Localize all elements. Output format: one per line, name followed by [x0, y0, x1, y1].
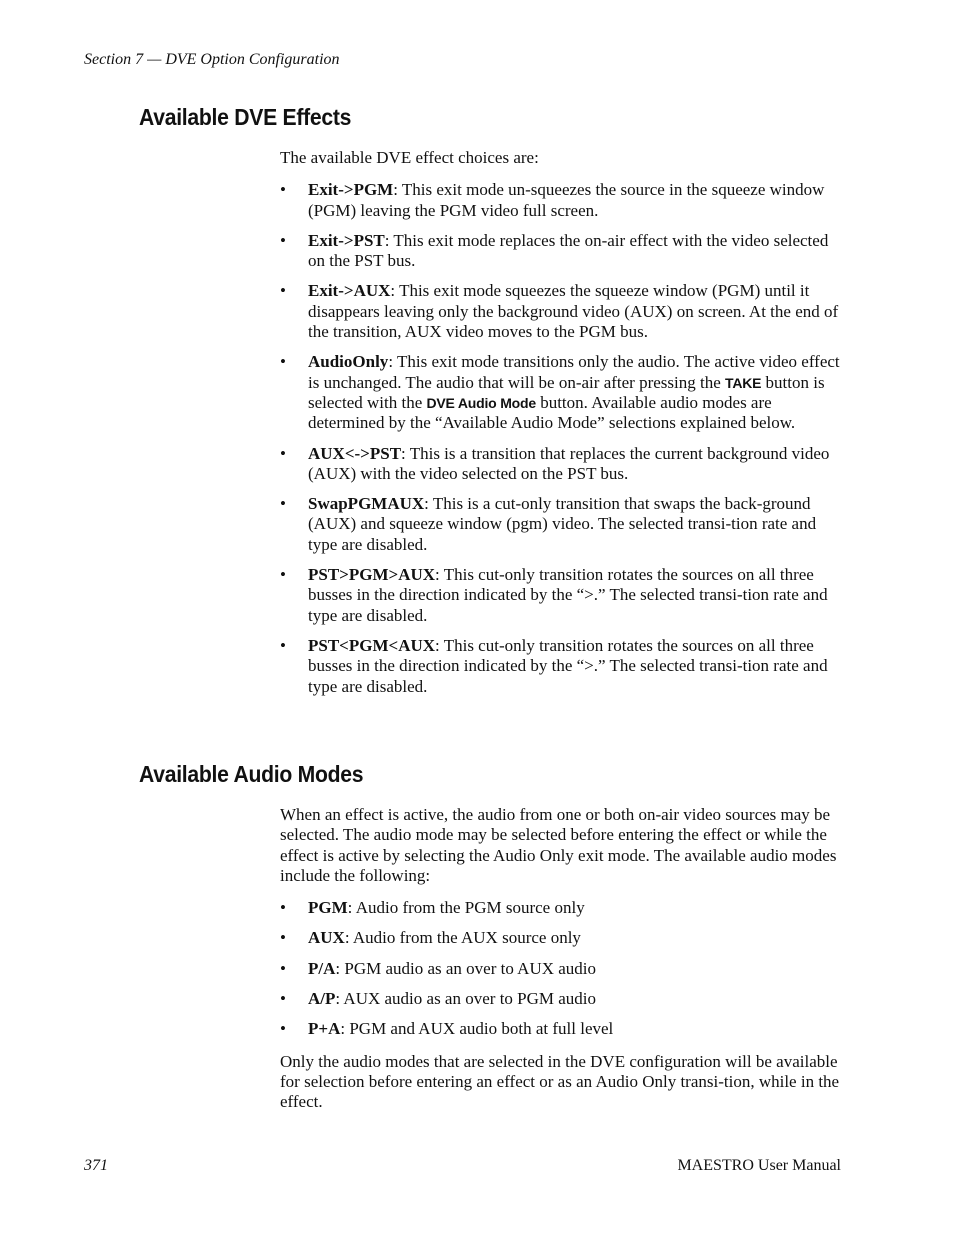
effect-description: : This exit mode un-squeezes the source in the squeeze window (PGM) leaving the PGM video full screen.: [308, 180, 825, 220]
effect-term: PST>PGM>AUX: [308, 565, 436, 585]
effect-description: button. Available audio modes are determined by the “Available Audio Mode” selections explained below.: [308, 392, 796, 433]
dve-audio-mode-button-label: DVE Audio Mode: [426, 394, 536, 411]
section-heading-dve-effects: Available DVE Effects: [139, 104, 352, 130]
effect-description: : This exit mode transitions only the audio. The active video effect is unchanged. The audio that will be on-air after pressing the: [308, 352, 840, 392]
audio-mode-description: : Audio from the PGM source only: [347, 898, 585, 918]
effect-description: : This exit mode squeezes the squeeze window (PGM) until it disappears leaving only the background video (AUX) on screen. At the end of the transition, AUX video moves to the PGM bus.: [308, 281, 839, 342]
effect-term: Exit->PST: [308, 230, 385, 250]
take-button-label: TAKE: [725, 374, 762, 391]
list-item: [280, 494, 844, 555]
list-item: [280, 231, 844, 272]
audio-modes-closing: Only the audio modes that are selected in the DVE configuration will be available for selection before entering an effect or as an Audio Only transi-tion, while in the effect.: [280, 1051, 840, 1112]
book-title: MAESTRO User Manual: [677, 1157, 841, 1174]
list-item: [280, 898, 844, 918]
list-item: [280, 352, 844, 433]
section-heading-audio-modes: Available Audio Modes: [139, 761, 364, 787]
audio-mode-description: : PGM and AUX audio both at full level: [340, 1019, 614, 1039]
audio-mode-term: AUX: [308, 928, 345, 948]
audio-mode-term: P/A: [308, 958, 336, 978]
effect-description: : This exit mode replaces the on-air effect with the video selected on the PST bus.: [308, 230, 829, 271]
list-item: [280, 928, 844, 948]
effect-term: Exit->AUX: [308, 281, 391, 301]
running-header: Section 7 — DVE Option Configuration: [84, 51, 340, 68]
list-item: [280, 636, 844, 697]
list-item: [280, 1019, 844, 1039]
list-item: [280, 281, 844, 342]
audio-mode-term: PGM: [308, 898, 348, 918]
effect-description: : This is a cut-only transition that swaps the back-ground (AUX) and squeeze window (pgm) video. The selected transi-tion rate and type are disabled.: [308, 494, 817, 554]
effect-term: AUX<->PST: [308, 443, 402, 463]
dve-effects-body: [280, 148, 844, 697]
effect-description: : This is a transition that replaces the current background video (AUX) with the video selected on the PST bus.: [308, 443, 830, 483]
dve-effects-list: [280, 180, 844, 697]
effect-term: Exit->PGM: [308, 180, 394, 200]
audio-mode-description: : PGM audio as an over to AUX audio: [335, 958, 597, 978]
page-number: 371: [84, 1157, 108, 1174]
effect-term: AudioOnly: [308, 352, 389, 372]
effect-description: button is selected with the: [308, 372, 825, 412]
effect-description: : This cut-only transition rotates the sources on all three busses in the direction indicated by the “>.” The selected transi-tion rate and type are disabled.: [308, 635, 828, 696]
list-item: [280, 180, 844, 221]
audio-mode-description: : AUX audio as an over to PGM audio: [335, 989, 597, 1009]
list-item: [280, 959, 844, 979]
dve-effects-intro: The available DVE effect choices are:: [280, 148, 539, 167]
audio-mode-description: : Audio from the AUX source only: [344, 928, 581, 948]
list-item: [280, 444, 844, 485]
audio-modes-intro: When an effect is active, the audio from one or both on-air video sources may be selected. The audio mode may be selected before entering the effect or while the effect is active by selecting the Audio Only exit mode. The available audio modes include the following:: [280, 805, 837, 885]
effect-description: : This cut-only transition rotates the sources on all three busses in the direction indicated by the “>.” The selected transi-tion rate and type are disabled.: [308, 565, 828, 625]
list-item: [280, 989, 844, 1009]
audio-mode-term: A/P: [308, 989, 336, 1009]
list-item: [280, 565, 844, 626]
audio-mode-term: P+A: [308, 1019, 341, 1039]
effect-term: PST<PGM<AUX: [308, 635, 436, 655]
audio-modes-body: [280, 805, 844, 1113]
effect-term: SwapPGMAUX: [308, 494, 425, 514]
audio-modes-list: [280, 898, 844, 1039]
